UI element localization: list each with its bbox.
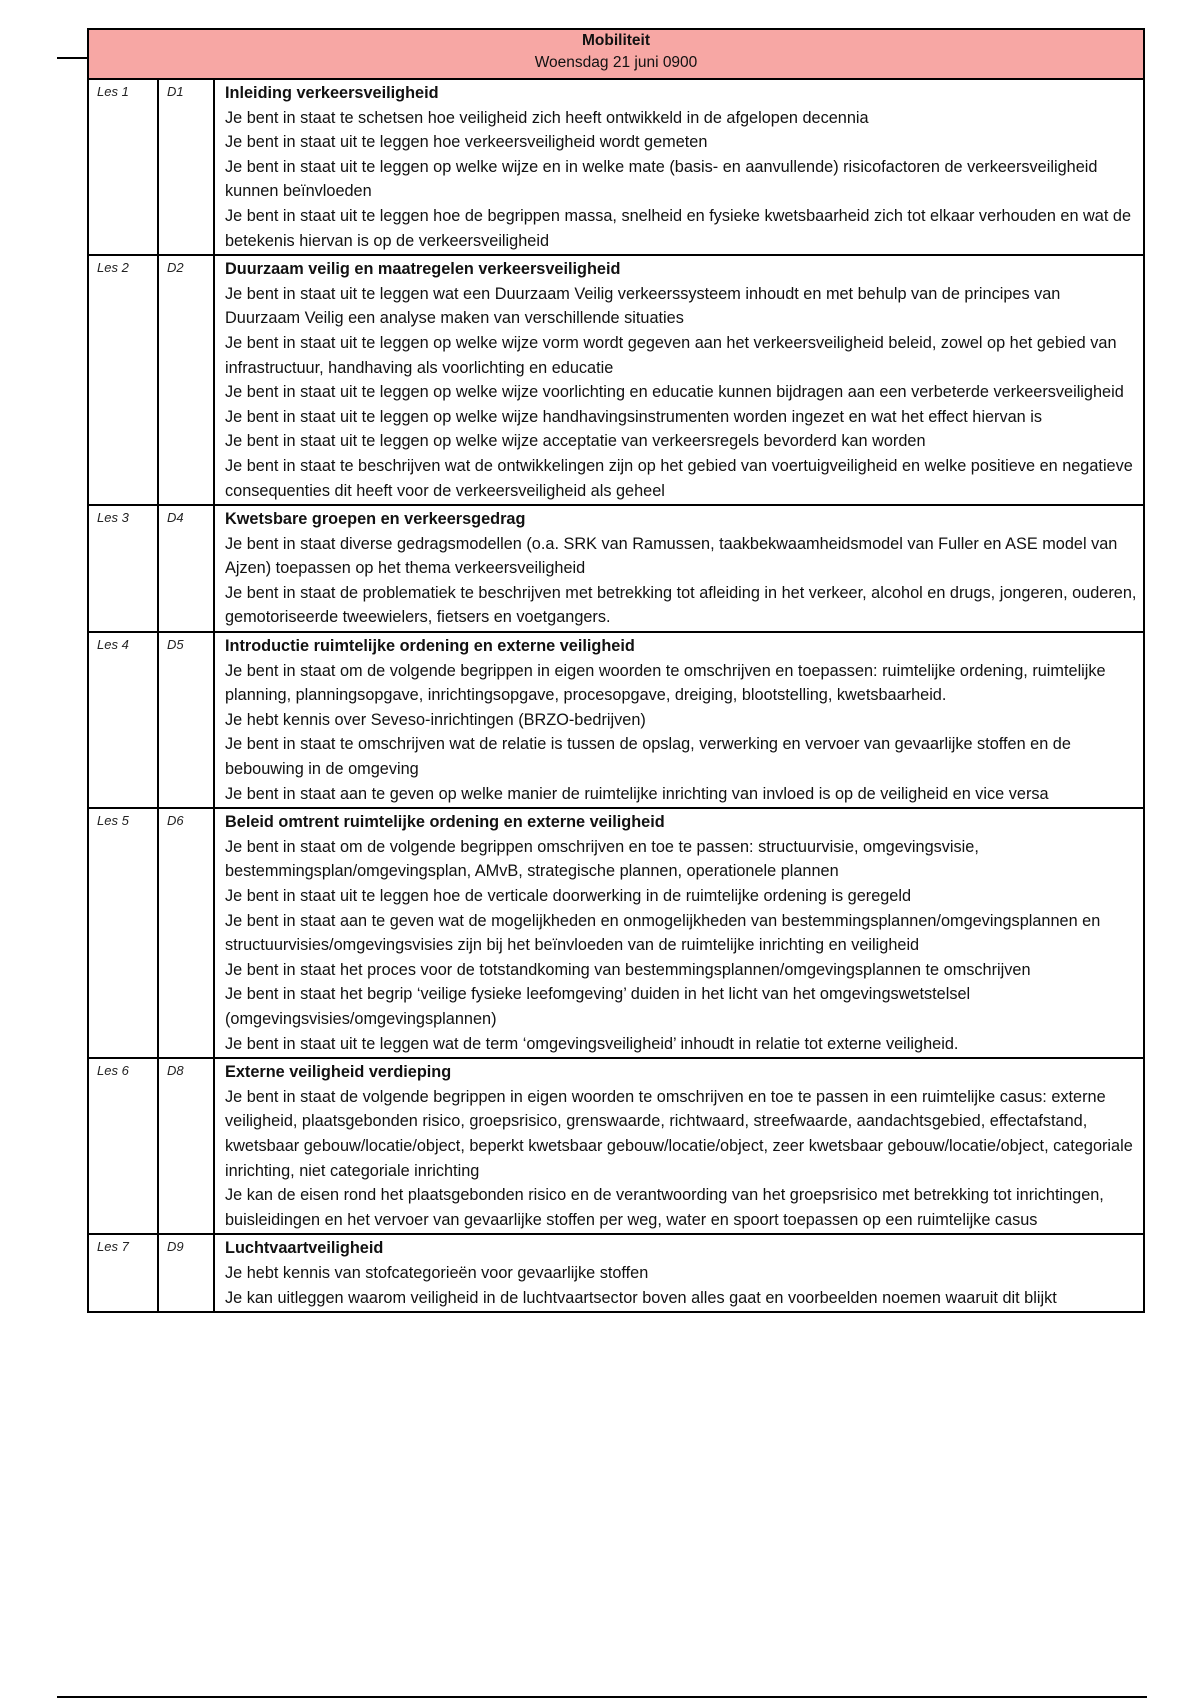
- learning-objective: Je bent in staat om de volgende begrippen omschrijven en toe te passen: structuurvisie, omgevingsvisie, bestemmingsplan/omgevingsplan, AMvB, strategische plannen, operationele plannen: [225, 837, 979, 881]
- learning-objective: Je bent in staat uit te leggen hoe verkeersveiligheid wordt gemeten: [225, 133, 708, 152]
- margin-line-top: [57, 57, 89, 59]
- learning-objective: Je bent in staat te schetsen hoe veiligheid zich heeft ontwikkeld in de afgelopen decennia: [225, 108, 869, 127]
- course-title: Mobiliteit: [581, 32, 651, 49]
- lesson-content: [214, 255, 1144, 505]
- lesson-content: [214, 808, 1144, 1058]
- learning-objective: Je bent in staat uit te leggen wat de term ‘omgevingsveiligheid’ inhoudt in relatie tot externe veiligheid.: [225, 1034, 959, 1053]
- learning-objective: Je bent in staat aan te geven wat de mogelijkheden en onmogelijkheden van bestemmingsplannen/omgevingsplannen en structuurvisies/omgevingsvisies zijn bij het beïnvloeden van de ruimtelijke inrichting en veiligheid: [225, 911, 1101, 955]
- learning-objective: Je hebt kennis van stofcategorieën voor gevaarlijke stoffen: [225, 1263, 649, 1282]
- lesson-row: [88, 79, 1144, 255]
- learning-objective: Je bent in staat de problematiek te beschrijven met betrekking tot afleiding in het verkeer, alcohol en drugs, jongeren, ouderen, gemotoriseerde tweewielers, fietsers en voetgangers.: [225, 583, 1137, 627]
- lesson-content: [214, 632, 1144, 808]
- lesson-topic: Beleid omtrent ruimtelijke ordening en externe veiligheid: [225, 813, 665, 832]
- lesson-topic: Duurzaam veilig en maatregelen verkeersveiligheid: [225, 260, 621, 279]
- lesson-topic: Introductie ruimtelijke ordening en externe veiligheid: [225, 637, 635, 656]
- lesson-content: [214, 1234, 1144, 1312]
- lesson-number: Les 1: [88, 79, 158, 255]
- course-date: Woensdag 21 juni 0900: [534, 54, 698, 71]
- lesson-topic: Inleiding verkeersveiligheid: [225, 84, 439, 102]
- header-row: [88, 29, 1144, 79]
- lesson-code: D4: [158, 505, 214, 632]
- lesson-topic: Kwetsbare groepen en verkeersgedrag: [225, 510, 526, 529]
- lesson-topic: Externe veiligheid verdieping: [225, 1063, 452, 1082]
- lesson-code: D8: [158, 1058, 214, 1234]
- learning-objective: Je bent in staat uit te leggen op welke wijze en in welke mate (basis- en aanvullende) risicofactoren de verkeersveiligheid kunnen beïnvloeden: [225, 157, 1098, 201]
- learning-objective: Je hebt kennis over Seveso-inrichtingen (BRZO-bedrijven): [225, 710, 646, 729]
- lesson-number: Les 4: [88, 632, 158, 808]
- lesson-row: [88, 632, 1144, 808]
- learning-objective: Je bent in staat om de volgende begrippen in eigen woorden te omschrijven en toepassen: ruimtelijke ordening, ruimtelijke planning, planningsopgave, inrichtingsopgave, procesopgave, dreiging, blootstelling, kwetsbaarheid.: [225, 661, 1106, 705]
- learning-objective: Je bent in staat uit te leggen op welke wijze acceptatie van verkeersregels bevorderd kan worden: [225, 432, 926, 451]
- lesson-content: [214, 505, 1144, 632]
- learning-objective: Je bent in staat aan te geven op welke manier de ruimtelijke inrichting van invloed is op de veiligheid en vice versa: [225, 784, 1049, 803]
- learning-objective: Je bent in staat uit te leggen hoe de begrippen massa, snelheid en fysieke kwetsbaarheid zich tot elkaar verhouden en wat de betekenis hiervan is op de verkeersveiligheid: [225, 206, 1132, 250]
- learning-objective: Je bent in staat diverse gedragsmodellen (o.a. SRK van Ramussen, taakbekwaamheidsmodel van Fuller en ASE model van Ajzen) toepassen op het thema verkeersveiligheid: [225, 534, 1118, 578]
- learning-objective: Je bent in staat uit te leggen op welke wijze handhavingsinstrumenten worden ingezet en wat het effect hiervan is: [225, 407, 1042, 426]
- learning-objective: Je bent in staat de volgende begrippen in eigen woorden te omschrijven en toe te passen in een ruimtelijke casus: externe veiligheid, plaatsgebonden risico, groepsrisico, grenswaarde, richtwaard, streefwaarde, aandachtsgebied, effectafstand, kwetsbaar gebouw/locatie/object, beperkt kwetsbaar gebouw/locatie/object, zeer kwetsbaar gebouw/locatie/object, categoriale inrichting, niet categoriale inrichting: [225, 1087, 1133, 1180]
- lesson-code: D1: [158, 79, 214, 255]
- lesson-row: [88, 808, 1144, 1058]
- learning-objective: Je bent in staat uit te leggen op welke wijze voorlichting en educatie kunnen bijdragen aan een verbeterde verkeersveiligheid: [225, 383, 1124, 402]
- lesson-code: D6: [158, 808, 214, 1058]
- learning-objective: Je bent in staat het begrip ‘veilige fysieke leefomgeving’ duiden in het licht van het omgevingswetstelsel (omgevingsvisies/omgevingsplannen): [225, 985, 971, 1028]
- learning-objective: Je bent in staat uit te leggen op welke wijze vorm wordt gegeven aan het verkeersveiligheid beleid, zowel op het gebied van infrastructuur, handhaving als voorlichting en educatie: [225, 333, 1117, 377]
- learning-objective: Je bent in staat te omschrijven wat de relatie is tussen de opslag, verwerking en vervoer van gevaarlijke stoffen en de bebouwing in de omgeving: [225, 735, 1071, 779]
- learning-objective: Je bent in staat het proces voor de totstandkoming van bestemmingsplannen/omgevingsplannen te omschrijven: [225, 960, 1031, 979]
- learning-objective: Je bent in staat uit te leggen wat een Duurzaam Veilig verkeerssysteem inhoudt en met behulp van de principes van Duurzaam Veilig een analyse maken van verschillende situaties: [225, 284, 1061, 328]
- lesson-number: Les 6: [88, 1058, 158, 1234]
- lesson-content: [214, 79, 1144, 255]
- footer-line: [57, 1696, 1147, 1698]
- lesson-number: Les 3: [88, 505, 158, 632]
- learning-objective: Je bent in staat uit te leggen hoe de verticale doorwerking in de ruimtelijke ordening is geregeld: [225, 887, 912, 905]
- lesson-content: [214, 1058, 1144, 1234]
- lesson-number: Les 7: [88, 1234, 158, 1312]
- lesson-list: [88, 79, 1144, 1312]
- lesson-row: [88, 1234, 1144, 1312]
- lesson-row: [88, 1058, 1144, 1234]
- schedule-table: [87, 28, 1145, 1313]
- lesson-row: [88, 505, 1144, 632]
- lesson-number: Les 5: [88, 808, 158, 1058]
- lesson-number: Les 2: [88, 255, 158, 505]
- header-cell: [88, 29, 1144, 79]
- learning-objective: Je kan uitleggen waarom veiligheid in de luchtvaartsector boven alles gaat en voorbeelden noemen waaruit dit blijkt: [225, 1288, 1057, 1307]
- lesson-row: [88, 255, 1144, 505]
- learning-objective: Je kan de eisen rond het plaatsgebonden risico en de verantwoording van het groepsrisico met betrekking tot inrichtingen, buisleidingen en het vervoer van gevaarlijke stoffen per weg, water en spoort toepassen op een ruimtelijke casus: [225, 1186, 1104, 1229]
- lesson-code: D2: [158, 255, 214, 505]
- lesson-code: D5: [158, 632, 214, 808]
- lesson-code: D9: [158, 1234, 214, 1312]
- lesson-topic: Luchtvaartveiligheid: [225, 1239, 384, 1258]
- learning-objective: Je bent in staat te beschrijven wat de ontwikkelingen zijn op het gebied van voertuigveiligheid en welke positieve en negatieve consequenties dit heeft voor de verkeersveiligheid als geheel: [225, 456, 1133, 500]
